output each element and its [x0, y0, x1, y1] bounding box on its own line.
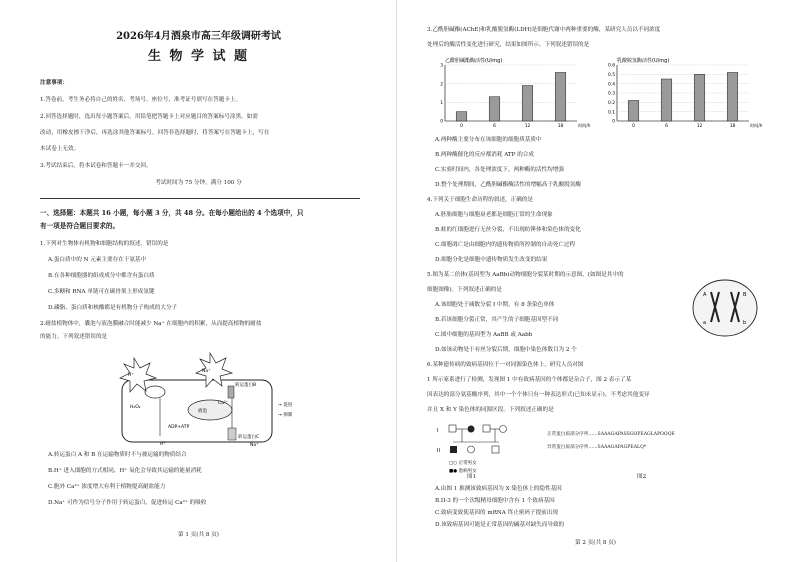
notice-item: 改动，用橡皮擦干净后，再选涂其他答案标号。回答非选择题时，将答案写在答题卡上，写在 [40, 130, 270, 136]
q4-option-a: A.胚胎细胞与细胞衰老都是细胞正常的生命现象 [435, 212, 553, 218]
female-normal [468, 446, 475, 453]
notice-item: 1.答卷前，考生务必将自己的姓名、考场号、座位号、准考证号填写在答题卡上。 [40, 97, 242, 103]
female-normal [500, 426, 507, 433]
ache-activity-chart [427, 55, 591, 133]
q3-stem: 3.乙酰胆碱酯(AChE)和乳酸脱氢酶(LDH)是细胞代谢中两种重要的酶，某研究人员以不同浓度 [427, 27, 661, 33]
q1-stem: 1.下列对生物体有机物和细胞结构的叙述，错误的是 [40, 241, 169, 247]
x-axis-label: 时间/h [578, 123, 591, 128]
notice-item: 本试卷上无效。 [40, 146, 80, 152]
q5-option-b: B.若该细胞分裂正常，其产生的子细胞基因型不同 [435, 317, 559, 323]
y-tick-label: 0.2 [608, 100, 615, 106]
transporter-c [228, 428, 236, 440]
legend-inhibit: → 抑制 [278, 413, 293, 418]
x-axis-label: 时间/h [750, 123, 763, 128]
gene-label: B [743, 292, 747, 298]
transporter-b [228, 386, 234, 398]
chart-title: 乳酸脱氢酶活性(U/mg) [617, 58, 670, 64]
bar [555, 72, 566, 121]
x-tick-label: 6 [493, 124, 496, 129]
bar [489, 97, 500, 121]
x-tick-label: 0 [632, 124, 635, 129]
q4-option-d: D.细胞分化是细胞中遗传物质发生改变的结果 [435, 257, 548, 263]
right-page [397, 0, 794, 562]
q2-stem: 2.耐盐植物体中，囊泡与液泡膜融合时能减少 Na⁺ 在细胞内的积累，从而提高植物的耐盐 [40, 321, 262, 327]
transporter-a [145, 386, 165, 398]
y-tick-label: 0 [612, 119, 615, 125]
x-tick-label: 6 [665, 124, 668, 129]
seq-normal-caption: 正常蛋白质部分序列…… [547, 432, 598, 437]
q6-option-b: B.II-3 的一个次级精母细胞中含有 1 个致病基因 [435, 498, 555, 504]
q5-stem-cont: 细胞图像)。下列叙述正确的是 [427, 287, 502, 293]
atp-label: ADP+ATP [168, 425, 190, 430]
bar [522, 86, 533, 121]
notice-heading: 注意事项： [40, 80, 68, 86]
q2-option-a: A.转运蛋白 A 和 B 在运输物质时不与被运输的物质结合 [48, 452, 187, 458]
divider [40, 198, 360, 199]
male-affected [450, 446, 457, 453]
subject-title: 生 物 学 试 题 [147, 49, 250, 64]
bar [661, 79, 672, 121]
x-tick-label: 12 [524, 124, 531, 129]
gene-label: a [703, 320, 707, 326]
q6-option-d: D.该致病基因可能是正常基因的碱基对缺失而导致的 [435, 522, 565, 528]
q6-stem-cont: 并且 X 和 Y 染色体的同源区段。下列叙述正确的是 [427, 407, 554, 413]
q3-option-a: A.两种酶主要分布在该细胞的细胞质基质中 [435, 137, 542, 143]
time-score: 考试时间为 75 分钟，满分 100 分 [155, 180, 242, 186]
page-footer: 第 1 页(共 8 页) [178, 532, 219, 538]
ion-na-label: Na⁺ [202, 369, 211, 374]
x-tick-label: 0 [460, 124, 463, 129]
q2-option-c: C.胞外 Ca²⁺ 浓度增大有利于植物提高耐盐能力 [48, 484, 166, 490]
male-normal [483, 425, 490, 432]
ion-h-label: H⁺ [128, 373, 134, 378]
q3-option-d: D.整个处理期间，乙酰胆碱酯酶活性的增幅高于乳酸脱氢酶 [435, 182, 581, 188]
q4-option-c: C.细胞凋亡是由细胞内的遗传物质所控制的自动死亡过程 [435, 242, 576, 248]
seq-normal: SAAAGAPASSGOPEAGLAPOOQE [597, 432, 675, 437]
gene-label: b [743, 320, 747, 326]
pedigree-chart [437, 420, 537, 480]
seq-mutant: SAAAGAPAGPEALQ* [597, 445, 647, 450]
cell-outline [693, 280, 757, 336]
q6-option-c: C.致病变致使基因的 mRNA 终止密码子提前出现 [435, 510, 558, 516]
q5-cell-figure [689, 276, 761, 340]
bar [727, 72, 738, 121]
y-tick-label: 2 [440, 82, 443, 88]
q2-option-d: D.Na⁺ 可作为信号分子作用于转运蛋白，促进转运 Ca²⁺ 的吸收 [48, 500, 207, 506]
q6-stem-cont: 因表达的部分氨基酸序列，其中一个个体只有一种表达形式(已知未显示)。不考虑其他变异 [427, 392, 650, 398]
q4-stem: 4.下列关于细胞生命历程的叙述，正确的是 [427, 197, 534, 203]
y-tick-label: 0.1 [608, 110, 615, 116]
q6-stem-cont: 1 所示家系进行了检测，发现图 1 中有致病基因的个体都是杂合子，图 2 表示了某 [427, 377, 632, 383]
q1-option-b: B.在各种细胞器的组成成分中都含有蛋白质 [48, 273, 155, 279]
q2-membrane-diagram [100, 348, 310, 448]
gene-label: A [703, 292, 707, 298]
q5-option-a: A.该细胞处于减数分裂 I 中期，有 8 条染色单体 [435, 302, 555, 308]
x-tick-label: 18 [557, 124, 564, 129]
page-footer: 第 2 页(共 8 页) [575, 540, 616, 546]
section-heading: 一、选择题：本题共 16 小题，每小题 3 分，共 48 分。在每小题给出的 4 个选项中，只 [40, 209, 304, 217]
q3-option-c: C.实验时间内，各处理浓度下，两种酶的活性均增强 [435, 167, 564, 173]
q4-option-b: B.蛙的红细胞进行无丝分裂，不出现纺锤体和染色体的变化 [435, 227, 581, 233]
generation-label: I [437, 428, 439, 434]
male-normal [449, 425, 456, 432]
q6-option-a: A.由图 1 推测该致病基因为 X 染色体上的隐性基因 [435, 486, 562, 492]
vacuole-label: 液泡 [198, 409, 207, 414]
y-tick-label: 3 [440, 63, 443, 69]
notice-item: 3.考试结束后，将本试卷和答题卡一并交回。 [40, 163, 152, 169]
na-plus-label: Na⁺ [250, 443, 259, 448]
exam-title: 2026年4月酒泉市高三年级调研考试 [116, 31, 281, 42]
q5-stem: 5.图为某二倍体(基因型为 AaBb)动物细胞分裂某时期的示意图，(如图是其中的 [427, 272, 624, 278]
q6-stem: 6.某种遗传病的致病基因位于一对同源染色体上，研究人员对图 [427, 362, 584, 368]
fig1-caption: 图1 [467, 474, 477, 480]
y-tick-label: 1 [440, 100, 443, 106]
q1-option-d: D.磷脂、蛋白质和核酸都是有机物分子构成的大分子 [48, 305, 178, 311]
x-tick-label: 12 [696, 124, 703, 129]
q1-option-c: C.多糖和 RNA 单链可在碳骨架上形成氢键 [48, 289, 155, 295]
bar [628, 100, 639, 121]
seq-mutant-label [547, 445, 646, 451]
y-tick-label: 0.4 [608, 82, 615, 88]
q2-stem-cont: 的能力。下列叙述错误的是 [40, 334, 108, 340]
q5-option-c: C.图中细胞的基因型为 AaBB 或 Aabb [435, 332, 533, 338]
seq-mutant-caption: 异常蛋白质部分序列…… [547, 445, 598, 450]
transporter-b-label: 转运蛋白B [235, 383, 257, 388]
legend-promote: → 促进 [278, 403, 293, 408]
y-tick-label: 0.6 [608, 63, 615, 69]
y-tick-label: 0.5 [608, 72, 615, 78]
seq-normal-label [547, 432, 675, 438]
female-affected [468, 426, 475, 433]
notice-item: 2.回答选择题时，选出每小题答案后，用铅笔把答题卡上对应题目的答案标号涂黑。如需 [40, 114, 258, 120]
q1-option-a: A.蛋白质中的 N 元素主要存在于氨基中 [48, 257, 147, 263]
y-tick-label: 0 [440, 119, 443, 125]
q3-stem-cont: 处理后的酶活性变化进行研究，结果如图所示。下列叙述错误的是 [427, 42, 590, 48]
legend-normal: □○ 正常男女 [449, 461, 477, 466]
q5-option-d: D.如该动物处于有丝分裂后期，细胞中染色体数目为 2 个 [435, 347, 577, 353]
generation-label: II [437, 448, 440, 454]
male-normal [492, 446, 499, 453]
y-tick-label: 0.3 [608, 91, 615, 97]
ldh-activity-chart [599, 55, 763, 133]
bar [694, 74, 705, 121]
q2-option-b: B.H⁺ 进入细胞的方式相同，H⁺ 氧化会导致其运输的能量消耗 [48, 468, 202, 474]
chart-title: 乙酰胆碱酯酶活性(U/mg) [445, 58, 503, 64]
h2o2-label: H₂O₂ [130, 405, 141, 410]
ca-label: Ca²⁺ [218, 401, 229, 406]
legend-affected: ■● 患病男女 [449, 469, 477, 474]
transporter-c-label: 转运蛋白C [238, 435, 260, 440]
section-heading-cont: 有一项是符合题目要求的。 [40, 222, 120, 230]
x-tick-label: 18 [729, 124, 736, 129]
h-plus-label: H⁺ [160, 442, 166, 447]
bar [456, 112, 467, 121]
fig2-caption: 图2 [637, 474, 647, 480]
q3-option-b: B.两种酶催化的反应都消耗 ATP 的合成 [435, 152, 534, 158]
